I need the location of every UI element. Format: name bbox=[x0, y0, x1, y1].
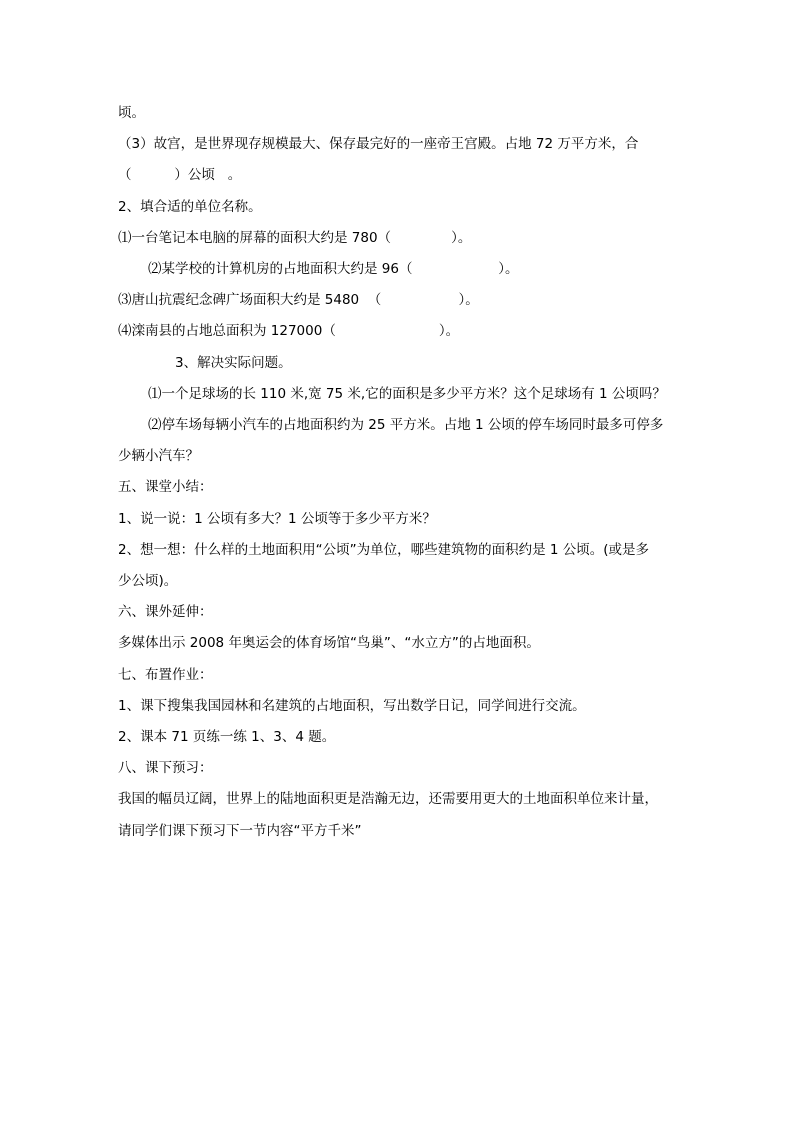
text-line: ⑴一台笔记本电脑的屏幕的面积大约是 780（ ）。 bbox=[118, 230, 472, 246]
text-line: 2、想一想：什么样的土地面积用“公顷”为单位，哪些建筑物的面积约是 1 公顷。(或是多 bbox=[118, 542, 650, 558]
text-line: 请同学们课下预习下一节内容“平方千米” bbox=[118, 823, 362, 839]
section-heading: 2、填合适的单位名称。 bbox=[118, 199, 262, 215]
section-heading: 七、布置作业： bbox=[118, 667, 213, 683]
text-line: 少辆小汽车？ bbox=[118, 448, 199, 464]
text-line: ⑷滦南县的占地总面积为 127000（ ）。 bbox=[118, 323, 460, 339]
text-line: ⑶唐山抗震纪念碑广场面积大约是 5480 （ ）。 bbox=[118, 292, 479, 308]
text-line: 2、课本 71 页练一练 1、3、4 题。 bbox=[118, 729, 336, 745]
section-heading: 六、课外延伸： bbox=[118, 604, 213, 620]
section-heading: 3、解决实际问题。 bbox=[175, 355, 292, 371]
text-line: 1、说一说：1 公顷有多大？1 公顷等于多少平方米？ bbox=[118, 511, 436, 527]
text-line: ⑴一个足球场的长 110 米,宽 75 米,它的面积是多少平方米？这个足球场有 1 公顷吗？ bbox=[148, 386, 666, 402]
text-line: 1、课下搜集我国园林和名建筑的占地面积，写出数学日记，同学间进行交流。 bbox=[118, 698, 586, 714]
text-line: ⑵某学校的计算机房的占地面积大约是 96（ ）。 bbox=[148, 261, 519, 277]
text-line: （ ）公顷 。 bbox=[118, 167, 242, 183]
text-line: （3）故宫，是世界现存规模最大、保存最完好的一座帝王宫殿。占地 72 万平方米，合 bbox=[118, 136, 639, 152]
text-line: 顷。 bbox=[118, 105, 145, 121]
section-heading: 八、课下预习： bbox=[118, 760, 213, 776]
text-line: 少公顷)。 bbox=[118, 573, 178, 589]
text-line: 多媒体出示 2008 年奥运会的体育场馆“鸟巢”、“水立方”的占地面积。 bbox=[118, 635, 540, 651]
text-line: 我国的幅员辽阔，世界上的陆地面积更是浩瀚无边，还需要用更大的土地面积单位来计量， bbox=[118, 791, 658, 807]
section-heading: 五、课堂小结： bbox=[118, 479, 213, 495]
text-line: ⑵停车场每辆小汽车的占地面积约为 25 平方米。占地 1 公顷的停车场同时最多可停多 bbox=[148, 417, 664, 433]
